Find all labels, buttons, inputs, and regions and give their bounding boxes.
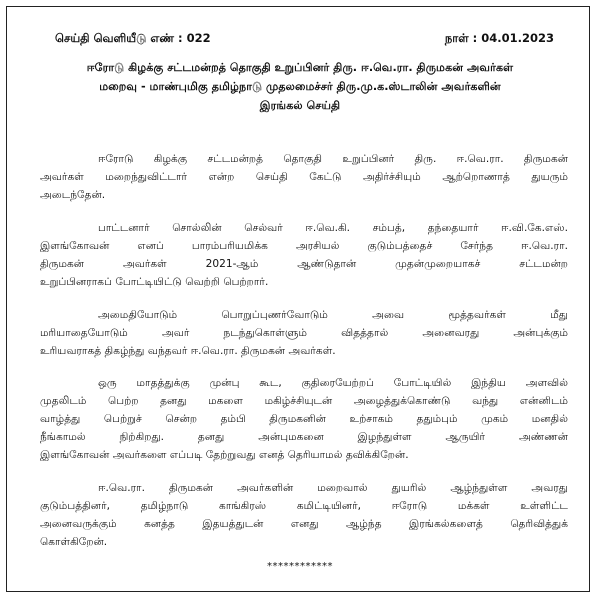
paragraph-line: திருமகன் அவர்கள் 2021-ஆம் ஆண்டுதான் முதன்முறையாகச் சட்டமன்ற — [40, 258, 568, 270]
paragraph-line: குடும்பத்தினர், தமிழ்நாடு காங்கிரஸ் கமிட்டியினர், ஈரோடு மக்கள் உள்ளிட்ட — [40, 500, 568, 512]
paragraph-line: பாட்டனார் சொல்லின் செல்வர் ஈ.வெ.கி. சம்பத், தந்தையார் ஈ.வி.கே.எஸ். — [98, 222, 568, 234]
paragraph-line: கொள்கிறேன். — [40, 536, 108, 548]
paragraph-5 — [40, 479, 568, 551]
paragraph-line: இளங்கோவன் அவர்களை எப்படி தேற்றுவது எனத் தெரியாமல் தவிக்கிறேன். — [40, 449, 409, 461]
paragraph-line: ஈ.வெ.ரா. திருமகன் அவர்களின் மறைவால் துயரில் ஆழ்ந்துள்ள அவரது — [98, 482, 568, 494]
paragraph-3 — [40, 306, 568, 360]
paragraph-line: மரியாதையோடும் அவர் நடந்துகொள்ளும் விதத்தால் அனைவரது அன்புக்கும் — [40, 327, 568, 339]
paragraph-line: முதலிடம் பெற்ற தனது மகளை மகிழ்ச்சியுடன் அழைத்துக்கொண்டு வந்து என்னிடம் — [40, 395, 568, 407]
paragraph-line: ஒரு மாதத்துக்கு முன்பு கூட, குதிரையேற்றப் போட்டியில் இந்திய அளவில் — [98, 377, 568, 389]
paragraph-1 — [40, 150, 568, 204]
paragraph-line: இளங்கோவன் எனப் பாரம்பரியமிக்க அரசியல் குடும்பத்தைச் சேர்ந்த ஈ.வெ.ரா. — [40, 240, 568, 252]
paragraph-line: அமைதியோடும் பொறுப்புணர்வோடும் அவை மூத்தவர்கள் மீது — [98, 309, 568, 321]
release-number: செய்தி வெளியீடு எண் : 022 — [55, 31, 211, 45]
paragraph-line: உரியவராகத் திகழ்ந்து வந்தவர் ஈ.வெ.ரா. திருமகன் அவர்கள். — [40, 345, 336, 357]
paragraph-line: ஈரோடு கிழக்கு சட்டமன்றத் தொகுதி உறுப்பினர் திரு. ஈ.வெ.ரா. திருமகன் — [98, 153, 568, 165]
paragraph-line: உறுப்பினராகப் போட்டியிட்டு வெற்றி பெற்றார். — [40, 276, 269, 288]
title-line: மறைவு - மாண்புமிகு தமிழ்நாடு முதலமைச்சர் திரு.மு.க.ஸ்டாலின் அவர்களின் — [99, 80, 501, 93]
release-date: நாள் : 04.01.2023 — [444, 31, 554, 45]
paragraph-line: நீங்காமல் நிற்கிறது. தனது அன்புமகனை இழந்துள்ள ஆருயிர் அண்ணன் — [40, 431, 568, 443]
paragraph-line: அடைந்தேன். — [40, 189, 106, 201]
footer-separator: ************ — [267, 561, 333, 572]
document-title — [40, 58, 560, 115]
paragraph-line: வாழ்த்து பெற்றுச் சென்ற தம்பி திருமகனின் உற்சாகம் ததும்பும் முகம் மனதில் — [40, 413, 568, 425]
paragraph-2 — [40, 219, 568, 291]
title-line: ஈரோடு கிழக்கு சட்டமன்றத் தொகுதி உறுப்பினர் திரு. ஈ.வெ.ரா. திருமகன் அவர்கள் — [86, 61, 514, 74]
title-line: இரங்கல் செய்தி — [259, 99, 341, 112]
paragraph-line: அவர்கள் மறைந்துவிட்டார் என்ற செய்தி கேட்டு அதிர்ச்சியும் ஆற்றொணாத் துயரும் — [40, 171, 568, 183]
paragraph-4 — [40, 374, 568, 464]
paragraph-line: அனைவருக்கும் கனத்த இதயத்துடன் எனது ஆழ்ந்த இரங்கல்களைத் தெரிவித்துக் — [40, 518, 568, 530]
